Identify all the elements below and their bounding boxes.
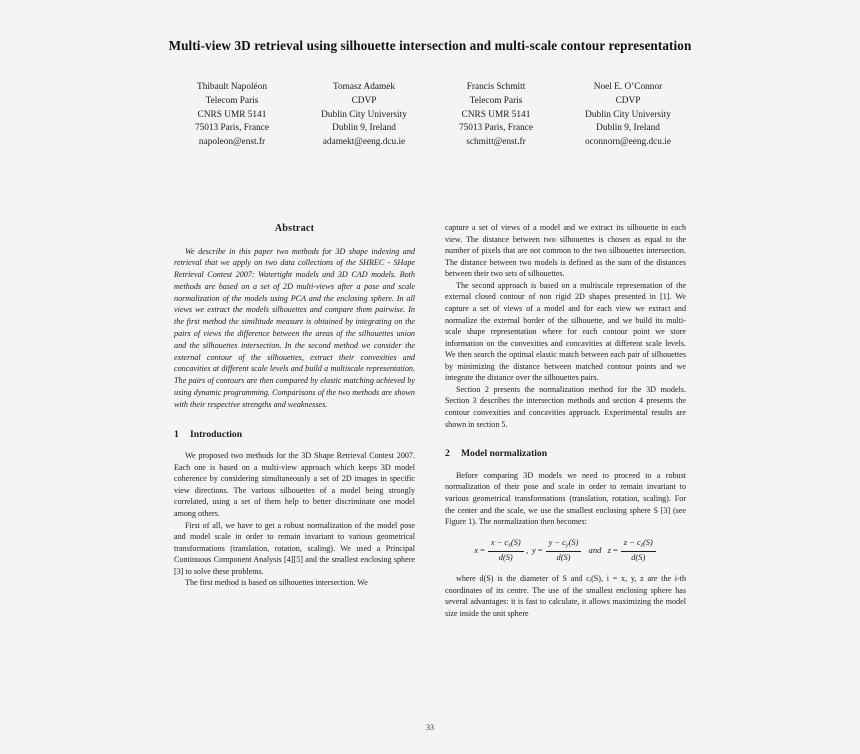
author-name: Francis Schmitt xyxy=(466,82,526,93)
equation-equals: = xyxy=(537,545,544,556)
author-email: schmitt@enst.fr xyxy=(466,137,526,148)
author-affiliation: Telecom Paris xyxy=(469,95,523,106)
section-title: Introduction xyxy=(190,428,243,440)
numerator-subscript: y xyxy=(565,541,569,549)
author-affiliation: Telecom Paris xyxy=(205,95,259,106)
author-list xyxy=(165,81,695,150)
paragraph: The first method is based on silhouettes intersection. We xyxy=(185,578,368,588)
author-email: oconnorn@eeng.dcu.ie xyxy=(584,137,671,148)
author-block-3 xyxy=(430,81,562,150)
section-number: 1 xyxy=(174,428,179,440)
fraction-numerator xyxy=(546,537,582,552)
fraction-numerator xyxy=(488,537,524,552)
fraction-denominator: d(S) xyxy=(631,553,646,563)
paragraph: Before comparing 3D models we need to proceed to a robust normalization of their pose and scale in order to remain invariant to various geometrical transformations (translation, rotation, scaling). For the center and the scale, we use the smallest enclosing sphere S [3] (see Figure 1). The normalization then becomes: xyxy=(445,470,686,527)
fraction-denominator: d(S) xyxy=(498,553,513,563)
equation-lhs-z: z xyxy=(607,545,611,556)
equation-lhs-y: y xyxy=(531,545,536,556)
abstract-heading: Abstract xyxy=(274,223,315,234)
author-address: Dublin 9, Ireland xyxy=(332,123,396,134)
right-column xyxy=(445,222,686,619)
numerator-tail: (S) xyxy=(568,537,579,547)
author-affiliation: CDVP xyxy=(351,95,377,106)
author-name: Tomasz Adamek xyxy=(332,82,396,93)
section-title: Model normalization xyxy=(461,448,548,460)
section-heading-model-normalization xyxy=(445,447,686,461)
page-title: Multi-view 3D retrieval using silhouette intersection and multi-scale contour representation xyxy=(168,38,692,53)
author-lab: Dublin City University xyxy=(321,109,407,120)
paragraph: capture a set of views of a model and we extract its silhouette in each view. The distance between two silhouettes is chosen as equal to the number of pixels that are not common to the two silhouettes intersection. The distance between two models is defined as the sum of the distances between their two sets of silhouettes. xyxy=(445,223,686,279)
author-lab: Dublin City University xyxy=(585,109,671,120)
author-lab: CNRS UMR 5141 xyxy=(197,109,267,120)
author-address: 75013 Paris, France xyxy=(458,123,534,134)
equation-equals: = xyxy=(479,545,486,556)
numerator-text: z − c xyxy=(623,537,641,547)
numerator-tail: (S) xyxy=(643,537,653,547)
paragraph: We proposed two methods for the 3D Shape Retrieval Contest 2007. Each one is based on a multi-view approach which keeps 3D model coherence by considering simultaneously a set of 2D images in specific view directions. The various silhouettes of a model being strongly correlated, using a set of them help to better discriminate one model among others. xyxy=(174,451,415,519)
section-heading-introduction xyxy=(174,428,415,442)
paper-page xyxy=(0,36,860,754)
equation-conjunction: and xyxy=(588,545,602,556)
author-email: napoleon@enst.fr xyxy=(198,137,266,148)
paragraph: The second approach is based on a multiscale representation of the external closed contour of non rigid 2D shapes presented in [1]. We capture a set of views of a model and for each view we extract and normalize the external border of the silhouette, and we build its multi-scale shape representation where for each contour point we store information on the convexities and concavities at different scale levels. We then search the optimal elastic match between each pair of silhouettes by minimizing the distance between matched contour points and we integrate the distance over the silhouettes pairs. xyxy=(445,280,686,383)
abstract-text: We describe in this paper two methods for 3D shape indexing and retrieval that we apply on two data collections of the SHREC - SHape Retrieval Contest 2007: Watertight models and 3D CAD models. Both methods are based on a set of 2D multi-views after a pose and scale normalization of the models using PCA and the enclosing sphere. In all views we extract the models silhouettes and compare them pairwise. In the first method the similitude measure is obtained by integrating on the pairs of views the difference between the areas of the silhouettes union and the silhouettes intersection. In the second method we consider the external contour of the silhouettes, extract their convexities and concavities at different scale levels and build a multiscale representation. The pairs of contours are then compared by elastic matching achieved by using dynamic programming. Comparisons of the two methods are shown with their respective strengths and weaknesses. xyxy=(174,246,415,409)
left-column xyxy=(174,222,415,619)
section-number: 2 xyxy=(445,448,450,460)
equation-lhs-x: x xyxy=(474,545,479,556)
author-name: Noel E. O’Connor xyxy=(593,82,663,93)
numerator-subscript: x xyxy=(508,541,511,549)
title-block xyxy=(165,36,695,55)
numerator-tail: (S) xyxy=(510,537,521,547)
author-name: Thibault Napoléon xyxy=(197,82,267,93)
normalization-equation xyxy=(445,537,686,564)
fraction-denominator: d(S) xyxy=(556,553,571,563)
author-lab: CNRS UMR 5141 xyxy=(461,109,531,120)
equation-fraction-z xyxy=(621,537,656,564)
author-block-2 xyxy=(298,81,430,150)
numerator-subscript: z xyxy=(640,541,644,549)
numerator-text: y − c xyxy=(548,537,566,547)
body-columns xyxy=(0,222,860,619)
author-block-4 xyxy=(562,81,694,150)
author-affiliation: CDVP xyxy=(615,95,641,106)
fraction-numerator xyxy=(621,537,656,552)
author-address: Dublin 9, Ireland xyxy=(596,123,660,134)
equation-fraction-x xyxy=(488,537,524,564)
numerator-text: x − c xyxy=(490,537,509,547)
equation-fraction-y xyxy=(546,537,582,564)
author-block-1 xyxy=(166,81,298,150)
paragraph: First of all, we have to get a robust normalization of the model pose and model scale in order to remain invariant to various geometrical transformations (translation, rotation, scaling). We used a Principal Continuous Component Analysis [4][5] and the smallest enclosing sphere [3] to solve these problems. xyxy=(174,520,415,576)
author-address: 75013 Paris, France xyxy=(194,123,270,134)
paragraph: Section 2 presents the normalization method for the 3D models. Section 3 describes the intersection methods and section 4 presents the contour convexities and concavities approach. Experimental results are shown in section 5. xyxy=(445,384,686,429)
paragraph: where d(S) is the diameter of S and cᵢ(S), i = x, y, z are the i-th coordinates of its centre. The use of the smallest enclosing sphere has several advantages: it is fast to calculate, it allows maximizing the model size inside the unit sphere xyxy=(445,574,686,618)
author-email: adamekt@eeng.dcu.ie xyxy=(322,137,406,148)
page-number: 33 xyxy=(426,723,434,732)
equation-comma: , xyxy=(526,545,529,556)
equation-equals: = xyxy=(612,545,619,556)
